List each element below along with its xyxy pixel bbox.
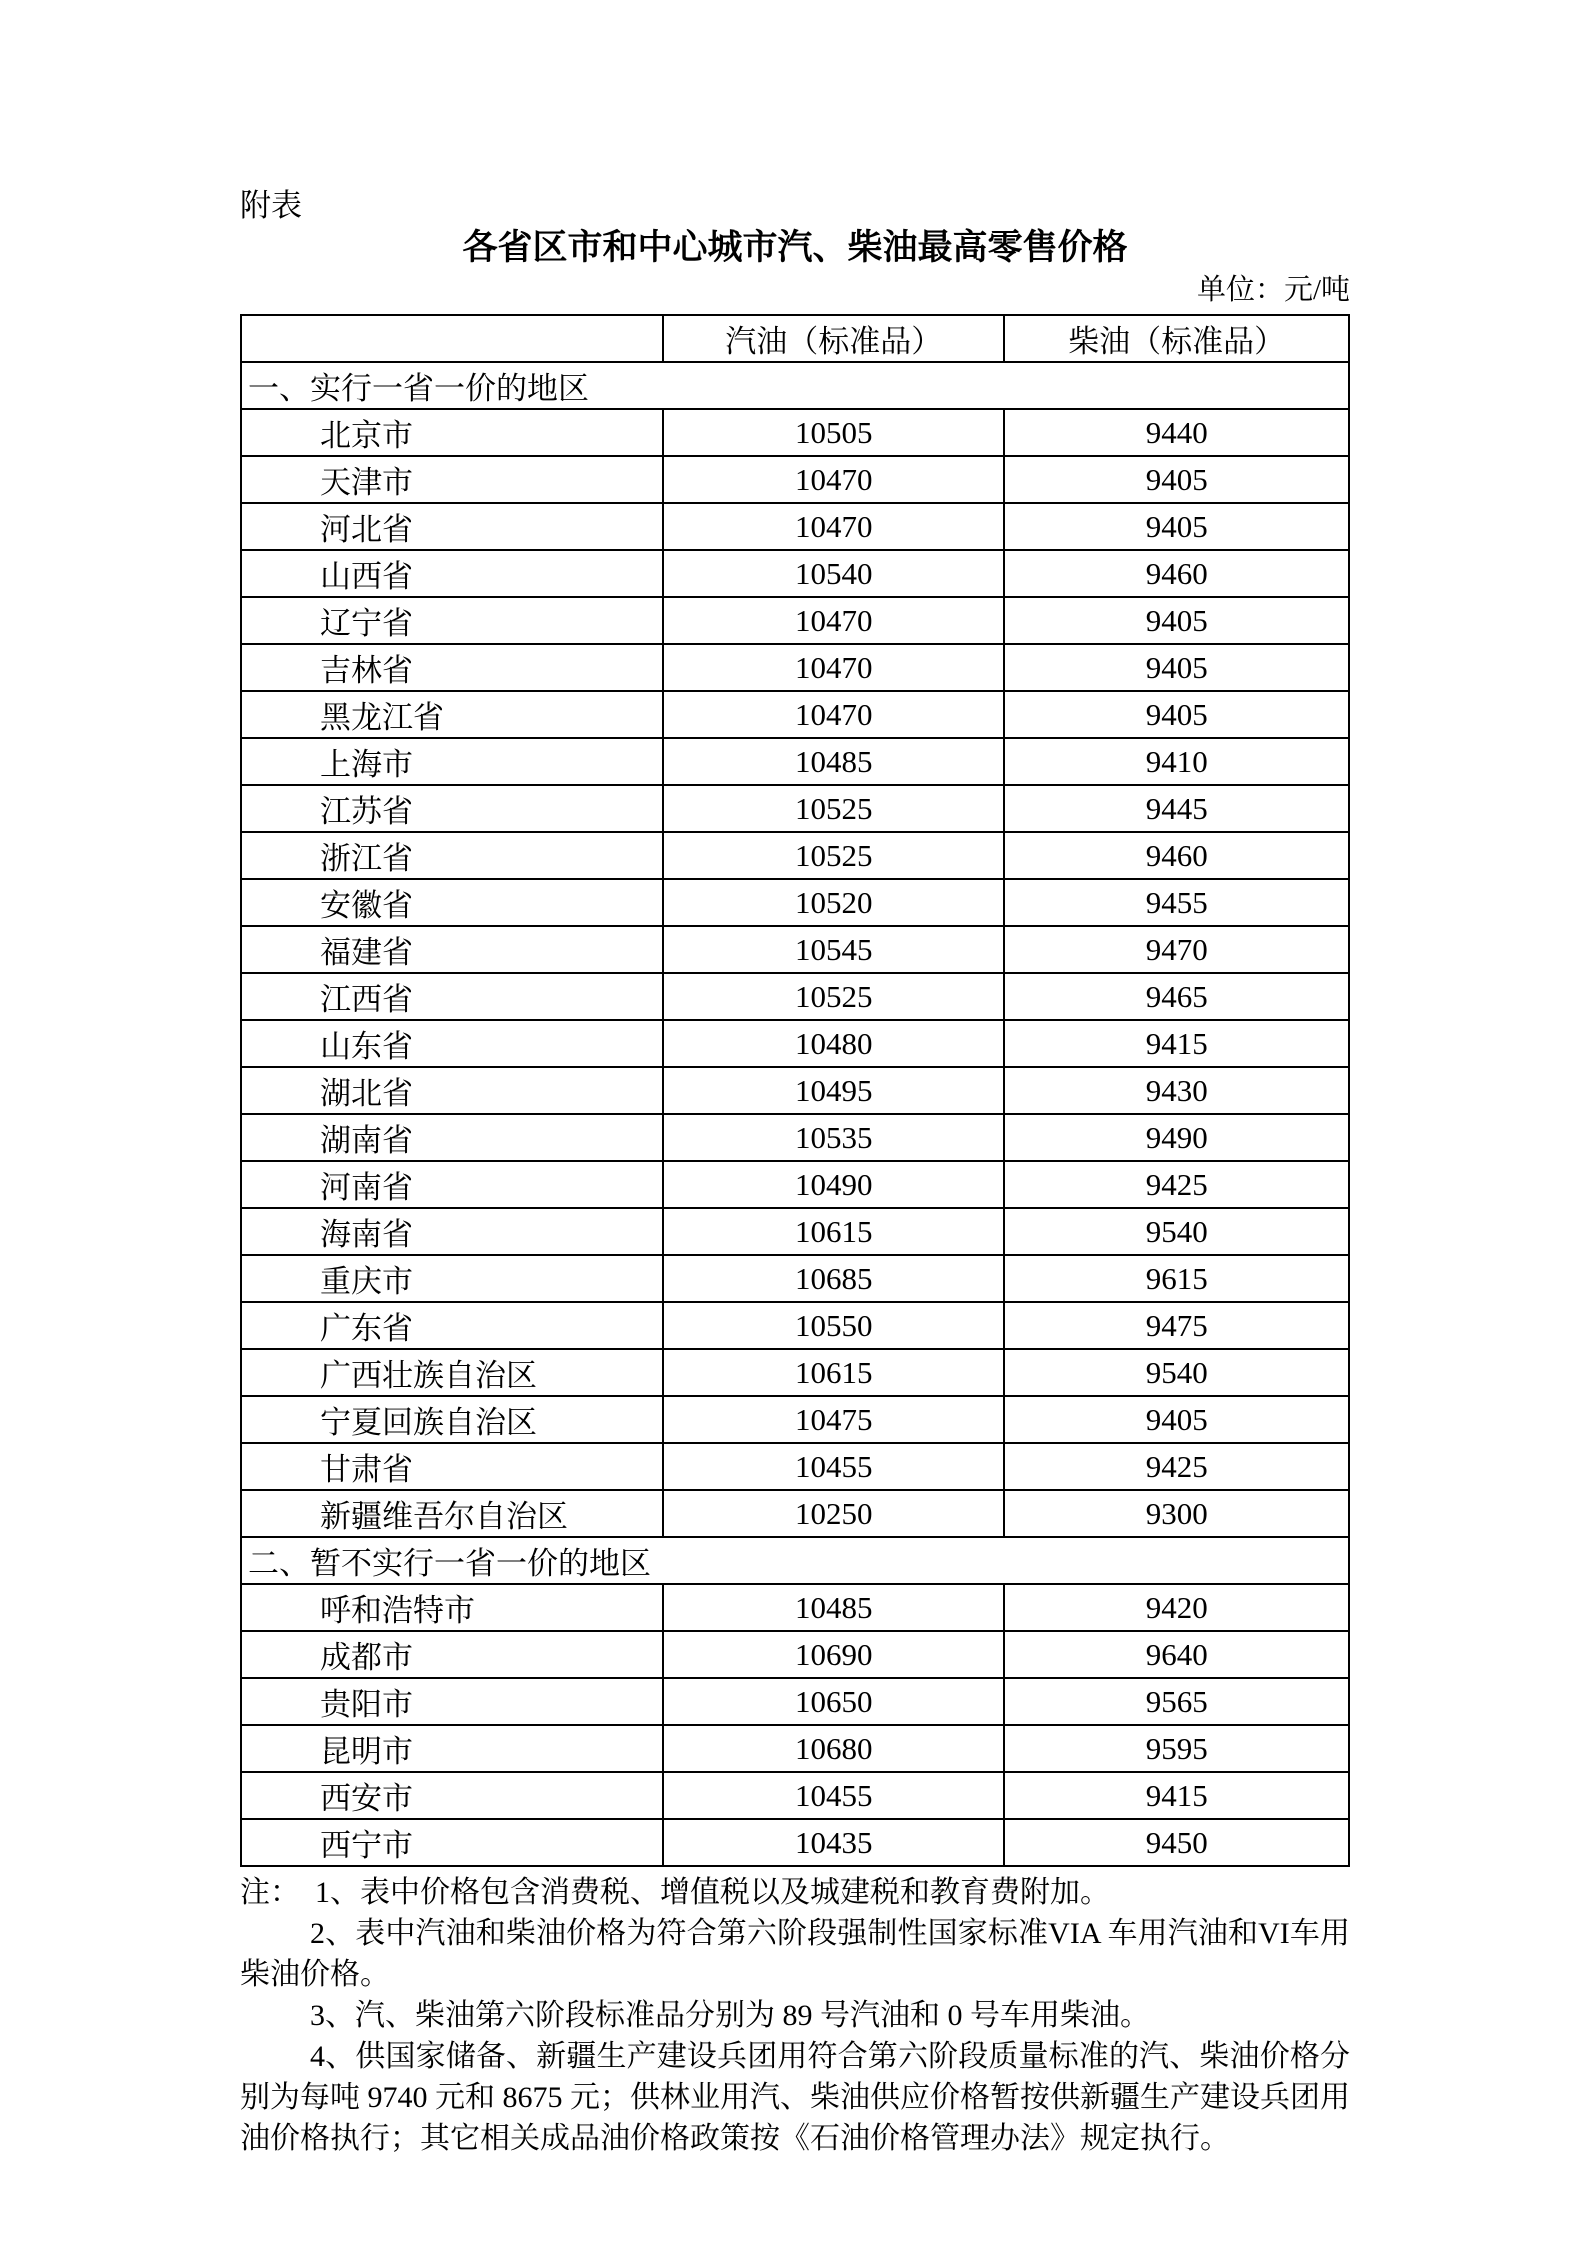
- table-row: [241, 597, 1349, 644]
- note-4: 4、供国家储备、新疆生产建设兵团用符合第六阶段质量标准的汽、柴油价格分别为每吨 9740 元和 8675 元；供林业用汽、柴油供应价格暂按供新疆生产建设兵团用油价格执行；其它相关成品油价格政策按《石油价格管理办法》规定执行。: [240, 2040, 1350, 2155]
- gasoline-price-cell: 10250: [663, 1490, 1004, 1537]
- gasoline-price-cell: 10505: [663, 409, 1004, 456]
- diesel-price-cell: 9405: [1004, 597, 1349, 644]
- table-row: [241, 926, 1349, 973]
- table-row: [241, 1302, 1349, 1349]
- region-cell: 福建省: [241, 926, 663, 973]
- gasoline-price-cell: 10470: [663, 503, 1004, 550]
- region-cell: 新疆维吾尔自治区: [241, 1490, 663, 1537]
- price-table: [240, 314, 1350, 1867]
- diesel-price-cell: 9420: [1004, 1584, 1349, 1631]
- region-cell: 山东省: [241, 1020, 663, 1067]
- notes: [240, 1872, 1350, 2159]
- table-row: [241, 503, 1349, 550]
- gasoline-price-cell: 10470: [663, 644, 1004, 691]
- note-1: 注： 1、表中价格包含消费税、增值税以及城建税和教育费附加。: [240, 1876, 1110, 1909]
- diesel-price-cell: 9595: [1004, 1725, 1349, 1772]
- gasoline-price-cell: 10435: [663, 1819, 1004, 1866]
- region-cell: 西安市: [241, 1772, 663, 1819]
- table-row: [241, 1631, 1349, 1678]
- region-cell: 广西壮族自治区: [241, 1349, 663, 1396]
- region-cell: 成都市: [241, 1631, 663, 1678]
- note-2: 2、表中汽油和柴油价格为符合第六阶段强制性国家标准VIA 车用汽油和VI车用柴油价格。: [240, 1917, 1350, 1991]
- diesel-price-cell: 9405: [1004, 456, 1349, 503]
- table-row: [241, 1819, 1349, 1866]
- diesel-price-cell: 9300: [1004, 1490, 1349, 1537]
- diesel-price-cell: 9450: [1004, 1819, 1349, 1866]
- diesel-price-cell: 9490: [1004, 1114, 1349, 1161]
- table-row: [241, 1161, 1349, 1208]
- gasoline-price-cell: 10680: [663, 1725, 1004, 1772]
- region-cell: 甘肃省: [241, 1443, 663, 1490]
- region-cell: 山西省: [241, 550, 663, 597]
- table-row: [241, 1772, 1349, 1819]
- table-row: [241, 644, 1349, 691]
- region-cell: 广东省: [241, 1302, 663, 1349]
- diesel-price-cell: 9405: [1004, 503, 1349, 550]
- region-cell: 江苏省: [241, 785, 663, 832]
- diesel-price-cell: 9405: [1004, 644, 1349, 691]
- gasoline-price-cell: 10525: [663, 973, 1004, 1020]
- diesel-price-cell: 9415: [1004, 1772, 1349, 1819]
- gasoline-price-cell: 10455: [663, 1772, 1004, 1819]
- gasoline-price-cell: 10540: [663, 550, 1004, 597]
- table-header-row: [241, 315, 1349, 362]
- table-row: [241, 1443, 1349, 1490]
- region-cell: 昆明市: [241, 1725, 663, 1772]
- document-content: [240, 0, 1350, 2159]
- table-row: [241, 550, 1349, 597]
- section-heading: 二、暂不实行一省一价的地区: [241, 1537, 1349, 1584]
- gasoline-price-cell: 10535: [663, 1114, 1004, 1161]
- gasoline-price-cell: 10690: [663, 1631, 1004, 1678]
- diesel-price-cell: 9425: [1004, 1161, 1349, 1208]
- region-cell: 宁夏回族自治区: [241, 1396, 663, 1443]
- gasoline-price-cell: 10480: [663, 1020, 1004, 1067]
- region-cell: 上海市: [241, 738, 663, 785]
- gasoline-price-cell: 10470: [663, 456, 1004, 503]
- page-title: 各省区市和中心城市汽、柴油最高零售价格: [462, 228, 1128, 267]
- table-row: [241, 1067, 1349, 1114]
- section-heading: 一、实行一省一价的地区: [241, 362, 1349, 409]
- table-row: [241, 1020, 1349, 1067]
- gasoline-price-cell: 10685: [663, 1255, 1004, 1302]
- diesel-price-cell: 9640: [1004, 1631, 1349, 1678]
- table-row: [241, 1490, 1349, 1537]
- diesel-price-cell: 9445: [1004, 785, 1349, 832]
- col-header-gasoline: 汽油（标准品）: [663, 315, 1004, 362]
- gasoline-price-cell: 10525: [663, 785, 1004, 832]
- gasoline-price-cell: 10525: [663, 832, 1004, 879]
- region-cell: 浙江省: [241, 832, 663, 879]
- region-cell: 河北省: [241, 503, 663, 550]
- region-cell: 安徽省: [241, 879, 663, 926]
- table-row: [241, 1678, 1349, 1725]
- attachment-label: 附表: [240, 188, 302, 223]
- table-row: [241, 785, 1349, 832]
- region-cell: 吉林省: [241, 644, 663, 691]
- region-cell: 贵阳市: [241, 1678, 663, 1725]
- diesel-price-cell: 9540: [1004, 1349, 1349, 1396]
- diesel-price-cell: 9405: [1004, 1396, 1349, 1443]
- diesel-price-cell: 9465: [1004, 973, 1349, 1020]
- note-3: 3、汽、柴油第六阶段标准品分别为 89 号汽油和 0 号车用柴油。: [310, 1999, 1150, 2032]
- region-cell: 河南省: [241, 1161, 663, 1208]
- gasoline-price-cell: 10470: [663, 691, 1004, 738]
- table-row: [241, 456, 1349, 503]
- gasoline-price-cell: 10550: [663, 1302, 1004, 1349]
- diesel-price-cell: 9440: [1004, 409, 1349, 456]
- table-row: [241, 1114, 1349, 1161]
- gasoline-price-cell: 10455: [663, 1443, 1004, 1490]
- gasoline-price-cell: 10475: [663, 1396, 1004, 1443]
- diesel-price-cell: 9470: [1004, 926, 1349, 973]
- table-row: [241, 691, 1349, 738]
- table-row: [241, 879, 1349, 926]
- diesel-price-cell: 9410: [1004, 738, 1349, 785]
- region-cell: 黑龙江省: [241, 691, 663, 738]
- gasoline-price-cell: 10650: [663, 1678, 1004, 1725]
- table-row: [241, 1349, 1349, 1396]
- region-cell: 江西省: [241, 973, 663, 1020]
- region-cell: 辽宁省: [241, 597, 663, 644]
- gasoline-price-cell: 10470: [663, 597, 1004, 644]
- diesel-price-cell: 9460: [1004, 832, 1349, 879]
- diesel-price-cell: 9455: [1004, 879, 1349, 926]
- gasoline-price-cell: 10615: [663, 1208, 1004, 1255]
- table-row: [241, 832, 1349, 879]
- col-header-diesel: 柴油（标准品）: [1004, 315, 1349, 362]
- gasoline-price-cell: 10485: [663, 738, 1004, 785]
- diesel-price-cell: 9565: [1004, 1678, 1349, 1725]
- table-row: [241, 973, 1349, 1020]
- region-cell: 海南省: [241, 1208, 663, 1255]
- diesel-price-cell: 9540: [1004, 1208, 1349, 1255]
- diesel-price-cell: 9460: [1004, 550, 1349, 597]
- diesel-price-cell: 9430: [1004, 1067, 1349, 1114]
- diesel-price-cell: 9415: [1004, 1020, 1349, 1067]
- gasoline-price-cell: 10490: [663, 1161, 1004, 1208]
- section-heading-row: [241, 1537, 1349, 1584]
- section-heading-row: [241, 362, 1349, 409]
- region-cell: 西宁市: [241, 1819, 663, 1866]
- diesel-price-cell: 9615: [1004, 1255, 1349, 1302]
- region-cell: 重庆市: [241, 1255, 663, 1302]
- table-row: [241, 738, 1349, 785]
- gasoline-price-cell: 10545: [663, 926, 1004, 973]
- table-row: [241, 1725, 1349, 1772]
- table-row: [241, 1208, 1349, 1255]
- gasoline-price-cell: 10615: [663, 1349, 1004, 1396]
- diesel-price-cell: 9405: [1004, 691, 1349, 738]
- region-cell: 呼和浩特市: [241, 1584, 663, 1631]
- table-row: [241, 409, 1349, 456]
- table-row: [241, 1255, 1349, 1302]
- diesel-price-cell: 9475: [1004, 1302, 1349, 1349]
- region-cell: 湖南省: [241, 1114, 663, 1161]
- gasoline-price-cell: 10520: [663, 879, 1004, 926]
- region-cell: 天津市: [241, 456, 663, 503]
- table-body: [241, 362, 1349, 1866]
- region-cell: 北京市: [241, 409, 663, 456]
- gasoline-price-cell: 10495: [663, 1067, 1004, 1114]
- unit-note: 单位：元/吨: [1196, 274, 1350, 306]
- col-header-region: [241, 315, 663, 362]
- region-cell: 湖北省: [241, 1067, 663, 1114]
- diesel-price-cell: 9425: [1004, 1443, 1349, 1490]
- table-row: [241, 1584, 1349, 1631]
- gasoline-price-cell: 10485: [663, 1584, 1004, 1631]
- table-row: [241, 1396, 1349, 1443]
